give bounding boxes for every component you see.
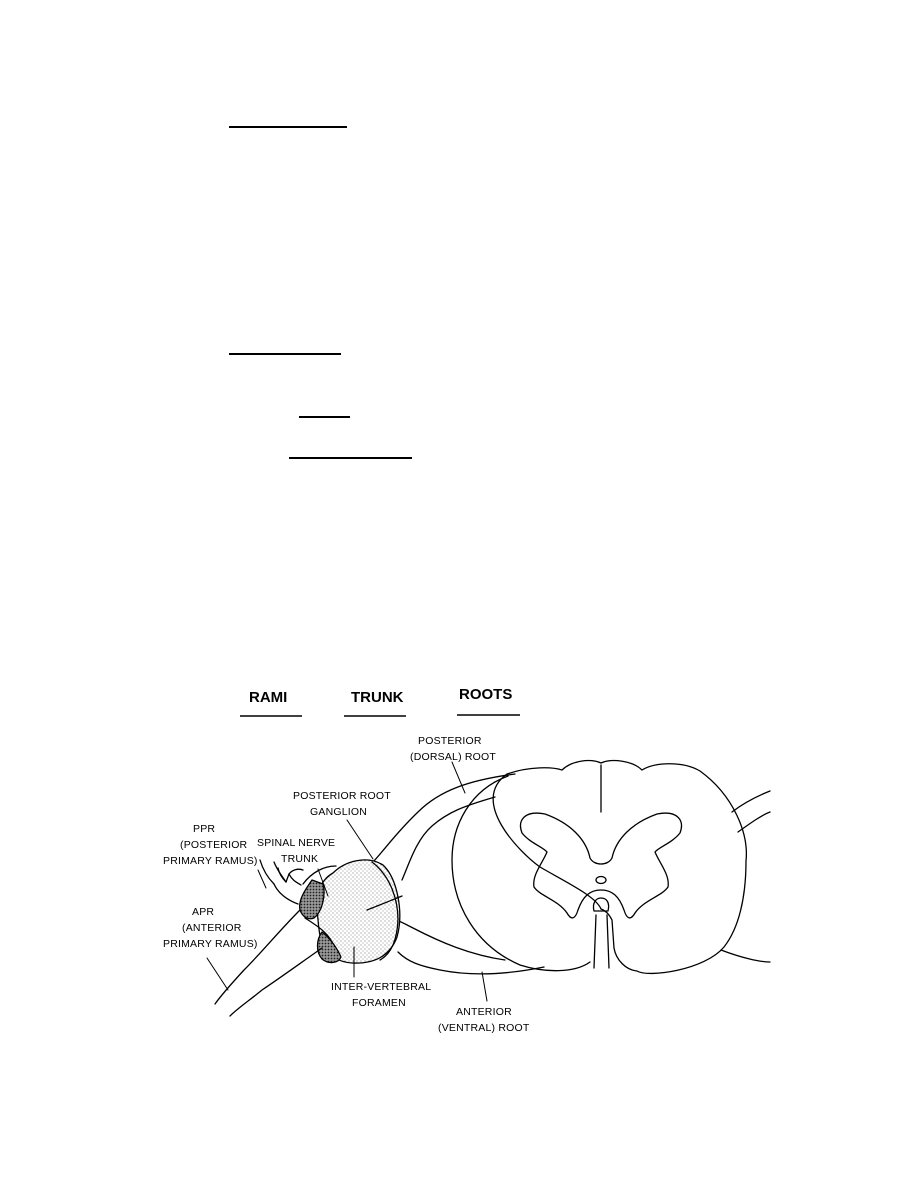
label-trunk-line2: TRUNK	[281, 853, 319, 865]
ventral-root-lower-edge	[398, 952, 544, 974]
label-apr-line3: PRIMARY RAMUS)	[163, 938, 258, 950]
dorsal-root-upper-edge	[373, 774, 515, 862]
label-apr-line1: APR	[192, 906, 215, 918]
label-apr-line2: (ANTERIOR	[182, 922, 242, 934]
heading-roots: ROOTS	[459, 686, 513, 703]
label-ppr-line1: PPR	[193, 823, 216, 835]
leader-apr	[207, 958, 228, 990]
ppr-upper-edge	[286, 874, 301, 885]
label-foramen-line2: FORAMEN	[352, 997, 406, 1009]
label-ganglion-line1: POSTERIOR ROOT	[293, 790, 391, 802]
label-anterior-root-line1: ANTERIOR	[456, 1006, 512, 1018]
grey-matter	[521, 813, 682, 918]
ppr-tip	[289, 869, 303, 874]
spinal-cord-outline	[493, 761, 746, 974]
label-anterior-root-line2: (VENTRAL) ROOT	[438, 1022, 530, 1034]
ppr-lower-edge	[274, 884, 298, 904]
anterior-median-fissure	[594, 915, 609, 968]
apr-lower-edge	[230, 948, 322, 1016]
leader-anterior-root	[482, 972, 487, 1001]
right-ventral-root	[721, 950, 770, 962]
left-cord-contour	[452, 776, 590, 971]
label-ppr-line2: (POSTERIOR	[180, 839, 248, 851]
label-posterior-root-line2: (DORSAL) ROOT	[410, 751, 497, 763]
right-dorsal-root	[732, 791, 770, 812]
label-trunk-line1: SPINAL NERVE	[257, 837, 336, 849]
label-posterior-root-line1: POSTERIOR	[418, 735, 482, 747]
leader-posterior-root-ganglion	[347, 820, 373, 859]
label-ppr-line3: PRIMARY RAMUS)	[163, 855, 258, 867]
right-root-lower-edge	[738, 812, 770, 832]
central-canal	[596, 877, 606, 884]
ppr-strand-2	[274, 862, 286, 882]
label-foramen-line1: INTER-VERTEBRAL	[331, 981, 432, 993]
dorsal-root-lower-edge	[402, 797, 495, 880]
label-ganglion-line2: GANGLION	[310, 806, 368, 818]
heading-rami: RAMI	[249, 689, 288, 706]
heading-trunk: TRUNK	[351, 689, 404, 706]
